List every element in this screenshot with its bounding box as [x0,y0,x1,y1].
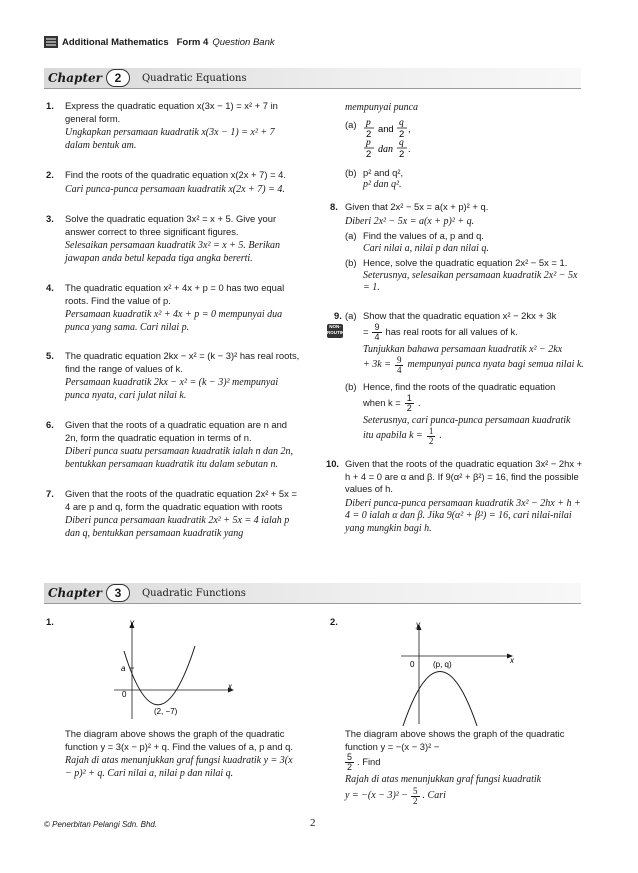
part-text-my: Seterusnya, selesaikan persamaan kuadratik 2x² − 5x = 1. [363,269,578,293]
question-text-my: Persamaan kuadratik 2kx − x² = (k − 3)² mempunyai punca nyata, cari julat nilai k. [65,377,279,401]
and-word: and [378,122,394,134]
frac-p-den-my: 2 [366,148,372,157]
frac-den: 2 [347,762,353,772]
question-number: 5. [46,350,54,361]
question-text-my-2 [345,787,583,806]
frac-num: 9 [374,321,380,332]
question-text-en: The diagram above shows the graph of the quadratic function y = 3(x − p)² + q. Find the values of a, p and q. [65,728,293,752]
non-routine-badge: NON-ROUTINE [327,324,343,338]
c3-question-1-number: 1. [46,616,54,627]
part-b [345,257,585,295]
frac-den: 2 [413,795,418,806]
frac-q-num: q [399,117,404,128]
page-header [44,36,275,48]
chapter-2-banner [44,68,581,89]
question-9 [327,310,585,446]
book-label: Question Bank [212,36,275,48]
part-line-2: when k = $\frac{1}{2}$ . [363,392,421,413]
chapter-label: Chapter [48,71,102,85]
frac-q-num-my: q [399,137,404,148]
period: . [408,143,411,155]
frac-num: 5 [413,785,418,796]
question-text-en: Given that the roots of the quadratic equation 3x² − 2hx + h + 4 = 0 are α and β. If 9(α² + β²) = 16, find the possible values of h. [345,458,583,494]
frac-den: 2 [406,402,412,413]
part-my-pre: + 3k = [363,359,391,371]
part-line-my-2: itu apabila k = $\frac{1}{2}$ . [363,426,442,446]
question-text-en [345,728,583,772]
chapter-number: 2 [106,69,130,87]
itu-apabila: itu apabila k = [363,430,423,442]
part-a [345,310,585,375]
part-text-my: Cari nilai a, nilai p dan nilai q. [363,242,489,254]
question-number: 3. [46,213,54,224]
question-number: 2. [46,169,54,180]
publisher-credit: © Penerbitan Pelangi Sdn. Bhd. [44,820,158,829]
part-label: (a) [345,310,357,321]
question-3 [46,213,301,265]
subject-title: Additional Mathematics [62,36,169,48]
question-1 [46,100,301,152]
question-number: 7. [46,488,54,499]
fraction-5-2-my [411,787,420,806]
frac-q-den: 2 [399,128,405,140]
form-label: Form 4 [176,36,209,48]
question-number: 9. [334,310,342,321]
part-a [345,119,585,159]
question-text-en: Given that 2x² − 5x = a(x + p)² + q. [345,201,489,212]
chapter-number: 3 [106,584,130,602]
y-axis-label: y [416,620,420,629]
part-label: (a) [345,230,357,241]
frac-q-den-my: 2 [399,148,405,157]
question-text-en: The quadratic equation x² + 4x + p = 0 has two equal roots. Find the value of p. [65,282,285,306]
question-text-en: Given that the roots of a quadratic equation are n and 2n, form the quadratic equation in terms of n. [65,419,288,443]
when-k: when k = [363,396,401,408]
part-b [345,167,585,192]
part-text-en: Hence, solve the quadratic equation 2x² − 5x = 1. [363,257,568,268]
question-text-my: Cari punca-punca persamaan kuadratik x(2x + 7) = 4. [65,183,285,195]
page-number: 2 [310,817,316,829]
part-text-en: Hence, find the roots of the quadratic equation [363,381,556,392]
dan-word: dan [378,143,393,155]
frac-num: 1 [406,392,412,403]
question-number: 10. [326,458,340,469]
frac-num: 5 [347,752,353,762]
part-text-en: Find the values of a, p and q. [363,230,484,241]
vertex-label: (2, −7) [154,707,178,716]
question-text-my: Diberi 2x² − 5x = a(x + p)² + q. [345,215,475,227]
chapter-title: Quadratic Equations [141,72,247,84]
part-b [345,381,585,446]
question-7 [46,488,301,540]
x-axis-label: x [228,682,232,691]
fraction-expression [363,115,483,157]
question-4 [46,282,301,334]
frac-den: 2 [428,436,434,446]
part-text-en: p² and q², [363,166,404,178]
origin-label: 0 [122,690,127,699]
part-line-my-2 [363,356,585,375]
question-text-en: Find the roots of the quadratic equation x(2x + 7) = 4. [65,169,286,180]
question-text-my: Diberi punca-punca persamaan kuadratik 3x² − 2hx + h + 4 = 0 ialah α dan β. Jika 9(α² + β²) = 16, cari nilai-nilai yang mungkin bagi h. [345,497,581,534]
vertex-label: (p, q) [433,660,452,669]
c3-question-2 [345,728,583,806]
fraction-9-4 [372,323,381,342]
part-a [345,230,585,255]
question-number: 8. [330,201,338,212]
chapter-3-banner [44,583,581,604]
text-part-1: The diagram above shows the graph of the quadratic function y = −(x − 3)² − [345,728,565,752]
question-number: 6. [46,419,54,430]
question-text-my-1: Rajah di atas menunjukkan graf fungsi kuadratik [345,774,542,785]
frac-den: 4 [374,331,380,342]
question-text-my: Rajah di atas menunjukkan graf fungsi kuadratik y = 3(x − p)² + q. Cari nilai a, nilai p dan nilai q. [65,755,293,779]
c3-q2-graph [395,618,525,728]
text-part-my-2: y = −(x − 3)² − [345,789,409,801]
question-5 [46,350,301,402]
comma: , [408,123,411,135]
y-axis-label: y [130,618,134,627]
question-text-en: The quadratic equation 2kx − x² = (k − 3)² has real roots, find the range of values of k. [65,350,300,374]
part-label: (a) [345,118,357,130]
question-number: 1. [46,100,54,111]
equals-sign: = [363,325,369,337]
question-text-my: Diberi punca persamaan kuadratik 2x² + 5x = 4 ialah p dan q, bentukkan persamaan kuadratik yang [65,515,290,539]
question-text-my: Selesaikan persamaan kuadratik 3x² = x + 5. Berikan jawapan anda betul kepada tiga angka bererti. [65,240,281,264]
part-text-my: p² dan q². [363,179,402,190]
c3-question-2-number: 2. [330,616,338,627]
frac-p-num: p [366,117,371,128]
part-text-my-1: Tunjukkan bahawa persamaan kuadratik x² − 2kx [363,343,563,355]
fraction-9-4-my [395,356,404,375]
part-label: (b) [345,257,357,268]
book-logo-icon [44,36,58,48]
x-axis-label: x [510,656,514,665]
question-text-en: Solve the quadratic equation 3x² = x + 5. Give your answer correct to three significant figures. [65,213,277,237]
question-text-en: Given that the roots of the quadratic equation 2x² + 5x = 4 are p and q, form the quadratic equation with roots [65,488,297,512]
part-text-en-1: Show that the quadratic equation x² − 2kx + 3k [363,310,557,321]
c3-question-1 [65,728,297,780]
question-8 [330,201,585,295]
question-number: 4. [46,282,54,293]
frac-p-num-my: p [366,137,371,148]
question-2 [46,169,301,196]
frac-num: 9 [396,355,402,365]
chapter-label: Chapter [48,586,102,600]
chapter-title: Quadratic Functions [141,587,246,599]
question-text-my-cont: mempunyai punca [345,102,419,113]
part-label: (b) [345,381,357,392]
frac-num: 1 [428,426,434,436]
fraction-1-2 [405,394,414,413]
question-text-my: Ungkapkan persamaan kuadratik x(3x − 1) = x² + 7 dalam bentuk am. [65,127,275,151]
question-text-my: Diberi punca suatu persamaan kuadratik ialah n dan 2n, bentukkan persamaan kuadratik itu dalam sebutan n. [65,446,294,470]
frac-p-den: 2 [366,128,372,140]
question-7-continued [345,100,585,192]
question-6 [46,419,301,471]
origin-label: 0 [410,660,415,669]
part-line-2 [363,323,585,342]
text-part-my-3: . Cari [422,789,446,801]
part-text-my: Seterusnya, cari punca-punca persamaan kuadratik [363,414,571,426]
fraction-1-2-my [427,427,436,446]
c3-q1-graph [110,616,250,726]
question-text-my: Persamaan kuadratik x² + 4x + p = 0 mempunyai dua punca yang sama. Cari nilai p. [65,309,283,333]
part-text-en-2: has real roots for all values of k. [385,325,518,337]
part-text-my-2: mempunyai punca nyata bagi semua nilai k. [407,359,584,371]
question-text-en: Express the quadratic equation x(3x − 1) = x² + 7 in general form. [65,100,278,124]
frac-den: 4 [396,365,402,375]
y-intercept-label: a [121,664,126,673]
question-10 [326,458,584,535]
part-label: (b) [345,166,357,178]
text-part-2: . Find [357,756,381,768]
fraction-5-2 [345,753,354,772]
